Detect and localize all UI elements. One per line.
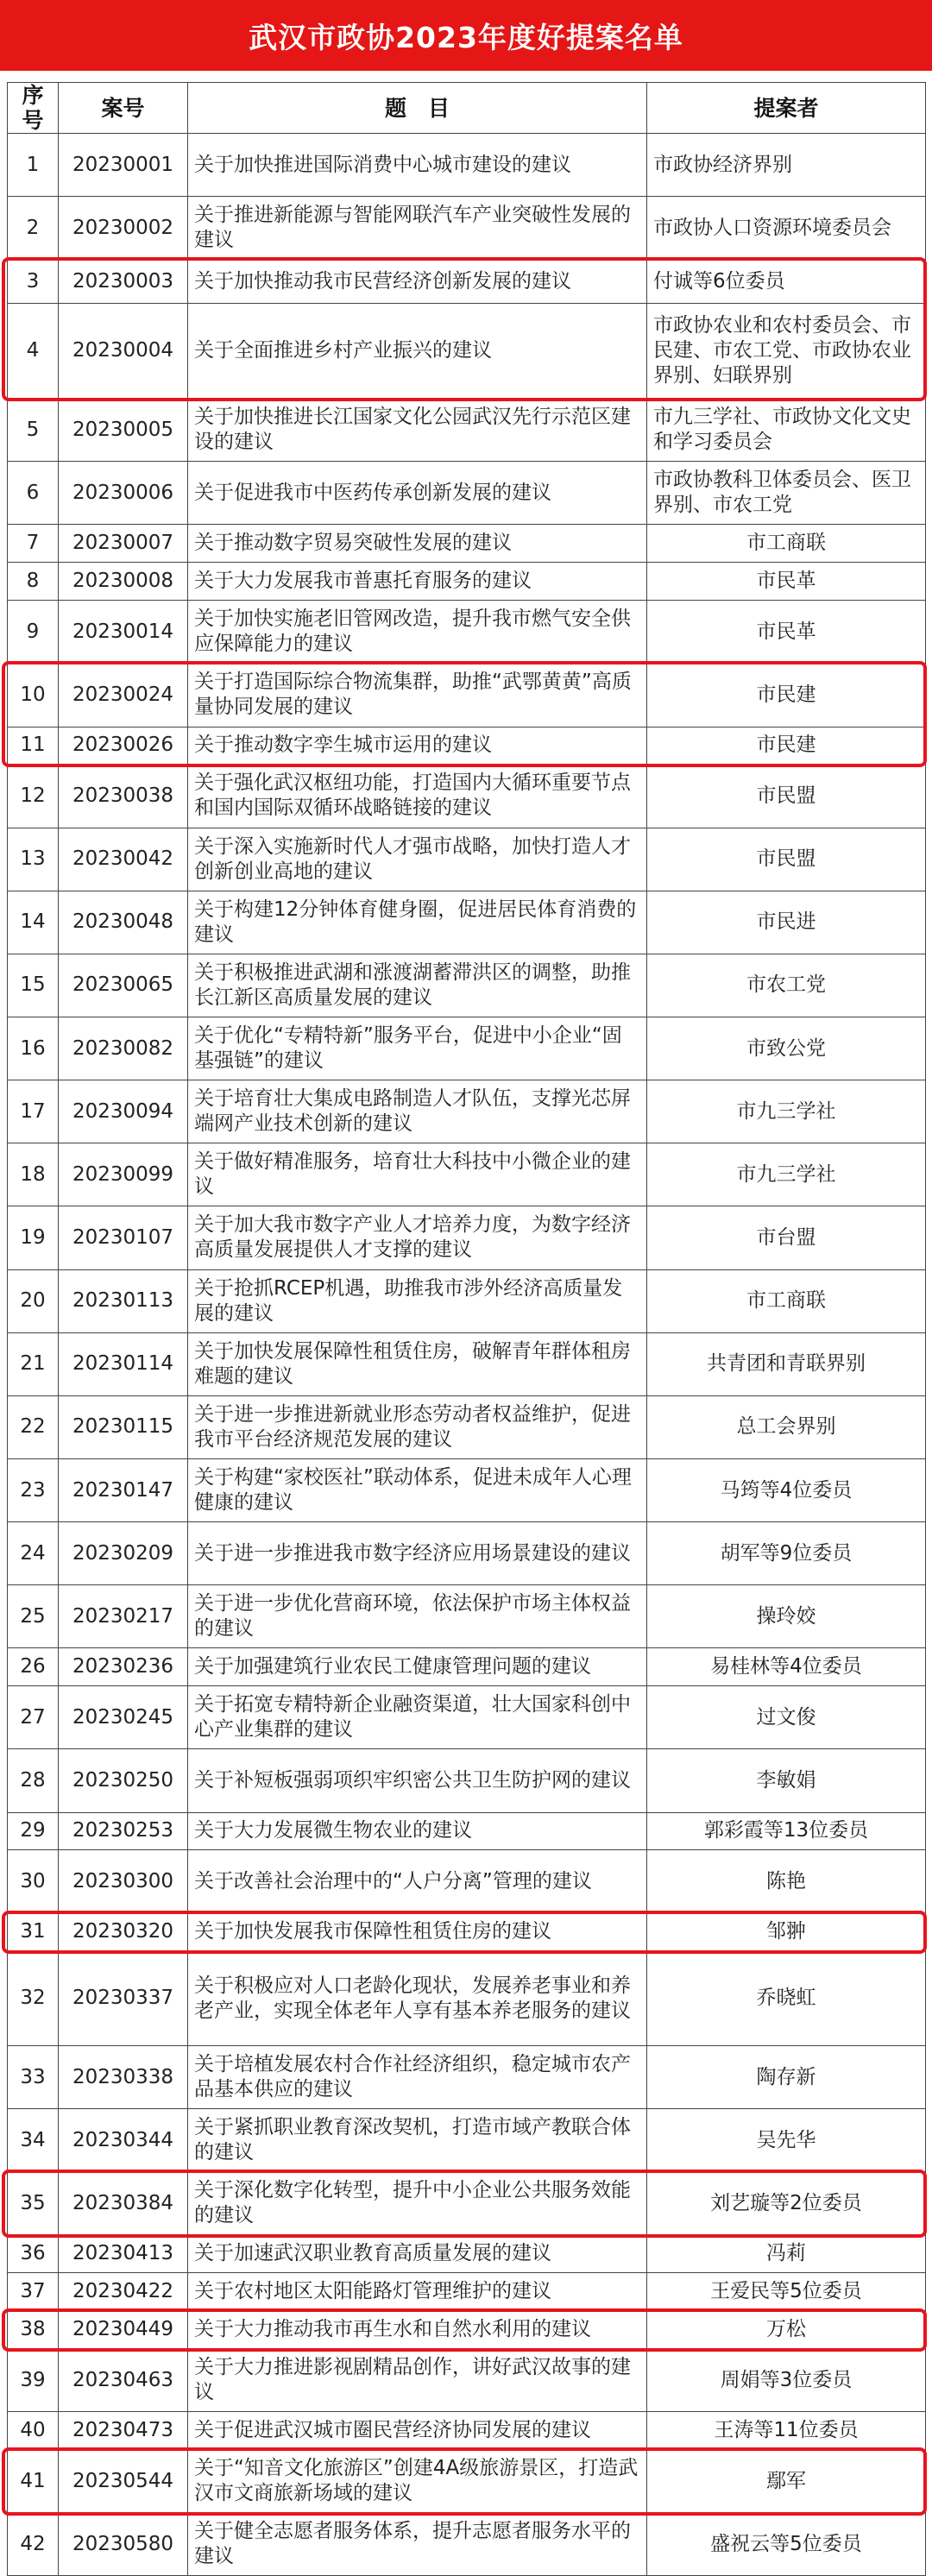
case-number: 20230115 xyxy=(59,1395,188,1458)
table-row xyxy=(8,399,926,462)
row-number: 25 xyxy=(8,1585,59,1648)
case-number: 20230147 xyxy=(59,1458,188,1521)
table-row xyxy=(8,1686,926,1749)
row-number: 26 xyxy=(8,1648,59,1686)
proposal-title: 关于大力推动我市再生水和自然水利用的建议 xyxy=(188,2311,647,2349)
row-number: 15 xyxy=(8,954,59,1017)
row-number: 14 xyxy=(8,891,59,954)
row-number: 13 xyxy=(8,828,59,891)
proposal-title: 关于促进武汉城市圈民营经济协同发展的建议 xyxy=(188,2412,647,2450)
table-row xyxy=(8,1749,926,1812)
proposal-title: 关于全面推进乡村产业振兴的建议 xyxy=(188,304,647,399)
row-number: 33 xyxy=(8,2046,59,2109)
proposer: 市民革 xyxy=(647,601,926,664)
case-number: 20230107 xyxy=(59,1206,188,1269)
row-number: 17 xyxy=(8,1080,59,1143)
case-number: 20230114 xyxy=(59,1332,188,1395)
proposal-title: 关于紧抓职业教育深改契机，打造市域产教联合体的建议 xyxy=(188,2109,647,2172)
case-number: 20230384 xyxy=(59,2172,188,2235)
proposal-title: 关于构建12分钟体育健身圈，促进居民体育消费的建议 xyxy=(188,891,647,954)
proposer: 总工会界别 xyxy=(647,1395,926,1458)
proposal-title: 关于深化数字化转型，提升中小企业公共服务效能的建议 xyxy=(188,2172,647,2235)
row-number: 40 xyxy=(8,2412,59,2450)
table-row xyxy=(8,1269,926,1332)
row-number: 32 xyxy=(8,1951,59,2046)
row-number: 20 xyxy=(8,1269,59,1332)
case-number: 20230209 xyxy=(59,1522,188,1585)
case-number: 20230544 xyxy=(59,2450,188,2513)
case-number: 20230004 xyxy=(59,304,188,399)
table-row xyxy=(8,2412,926,2450)
case-number: 20230024 xyxy=(59,664,188,727)
proposal-title: 关于健全志愿者服务体系，提升志愿者服务水平的建议 xyxy=(188,2513,647,2576)
page-title: 武汉市政协2023年度好提案名单 xyxy=(0,0,932,71)
table-row xyxy=(8,828,926,891)
proposal-title: 关于大力发展微生物农业的建议 xyxy=(188,1812,647,1850)
proposer: 市工商联 xyxy=(647,1269,926,1332)
proposal-title: 关于加快推动我市民营经济创新发展的建议 xyxy=(188,260,647,304)
row-number: 27 xyxy=(8,1686,59,1749)
table-row xyxy=(8,954,926,1017)
proposer: 市民建 xyxy=(647,727,926,765)
proposer: 周娟等3位委员 xyxy=(647,2349,926,2412)
case-number: 20230320 xyxy=(59,1913,188,1951)
proposer: 市台盟 xyxy=(647,1206,926,1269)
proposal-title: 关于加大我市数字产业人才培养力度，为数字经济高质量发展提供人才支撑的建议 xyxy=(188,1206,647,1269)
table-row xyxy=(8,2450,926,2513)
proposer: 王爱民等5位委员 xyxy=(647,2273,926,2311)
proposal-title: 关于强化武汉枢纽功能，打造国内大循环重要节点和国内国际双循环战略链接的建议 xyxy=(188,765,647,828)
case-number: 20230014 xyxy=(59,601,188,664)
case-number: 20230006 xyxy=(59,462,188,525)
case-number: 20230473 xyxy=(59,2412,188,2450)
row-number: 8 xyxy=(8,563,59,601)
proposal-title: 关于进一步推进我市数字经济应用场景建设的建议 xyxy=(188,1522,647,1585)
proposer: 市民革 xyxy=(647,563,926,601)
row-number: 6 xyxy=(8,462,59,525)
table-row xyxy=(8,2513,926,2576)
case-number: 20230001 xyxy=(59,134,188,197)
table-row xyxy=(8,304,926,399)
case-number: 20230337 xyxy=(59,1951,188,2046)
proposal-title: 关于积极推进武湖和涨渡湖蓄滞洪区的调整，助推长江新区高质量发展的建议 xyxy=(188,954,647,1017)
row-number: 30 xyxy=(8,1850,59,1913)
table-row xyxy=(8,2109,926,2172)
table-row xyxy=(8,563,926,601)
proposal-title: 关于培育壮大集成电路制造人才队伍，支撑光芯屏端网产业技术创新的建议 xyxy=(188,1080,647,1143)
row-number: 42 xyxy=(8,2513,59,2576)
proposal-title: 关于深入实施新时代人才强市战略，加快打造人才创新创业高地的建议 xyxy=(188,828,647,891)
proposal-title: 关于大力推进影视剧精品创作，讲好武汉故事的建议 xyxy=(188,2349,647,2412)
proposer: 过文俊 xyxy=(647,1686,926,1749)
proposal-title: 关于抢抓RCEP机遇，助推我市涉外经济高质量发展的建议 xyxy=(188,1269,647,1332)
table-row xyxy=(8,1522,926,1585)
case-number: 20230253 xyxy=(59,1812,188,1850)
case-number: 20230300 xyxy=(59,1850,188,1913)
proposal-title: 关于“知音文化旅游区”创建4A级旅游景区，打造武汉市文商旅新场域的建议 xyxy=(188,2450,647,2513)
table-row xyxy=(8,1332,926,1395)
table-row xyxy=(8,525,926,563)
row-number: 37 xyxy=(8,2273,59,2311)
table-row xyxy=(8,1913,926,1951)
proposer: 邹翀 xyxy=(647,1913,926,1951)
table-row xyxy=(8,1143,926,1206)
row-number: 10 xyxy=(8,664,59,727)
table-row xyxy=(8,1648,926,1686)
table-row xyxy=(8,891,926,954)
header-title: 题 目 xyxy=(188,83,647,134)
row-number: 28 xyxy=(8,1749,59,1812)
row-number: 41 xyxy=(8,2450,59,2513)
proposer: 市工商联 xyxy=(647,525,926,563)
proposal-title: 关于推动数字孪生城市运用的建议 xyxy=(188,727,647,765)
proposal-title: 关于进一步推进新就业形态劳动者权益维护，促进我市平台经济规范发展的建议 xyxy=(188,1395,647,1458)
table-row xyxy=(8,462,926,525)
table-row xyxy=(8,1080,926,1143)
row-number: 19 xyxy=(8,1206,59,1269)
table-row xyxy=(8,2172,926,2235)
table-row xyxy=(8,2046,926,2109)
table-header-row xyxy=(8,83,926,134)
table-row xyxy=(8,1812,926,1850)
row-number: 34 xyxy=(8,2109,59,2172)
proposal-title: 关于加速武汉职业教育高质量发展的建议 xyxy=(188,2235,647,2273)
proposer: 李敏娟 xyxy=(647,1749,926,1812)
proposal-title: 关于农村地区太阳能路灯管理维护的建议 xyxy=(188,2273,647,2311)
row-number: 22 xyxy=(8,1395,59,1458)
row-number: 29 xyxy=(8,1812,59,1850)
case-number: 20230042 xyxy=(59,828,188,891)
proposal-title: 关于加快发展保障性租赁住房，破解青年群体租房难题的建议 xyxy=(188,1332,647,1395)
case-number: 20230413 xyxy=(59,2235,188,2273)
row-number: 4 xyxy=(8,304,59,399)
table-row xyxy=(8,727,926,765)
case-number: 20230099 xyxy=(59,1143,188,1206)
proposer: 市民盟 xyxy=(647,765,926,828)
proposal-title: 关于优化“专精特新”服务平台，促进中小企业“固基强链”的建议 xyxy=(188,1017,647,1080)
row-number: 39 xyxy=(8,2349,59,2412)
case-number: 20230113 xyxy=(59,1269,188,1332)
case-number: 20230217 xyxy=(59,1585,188,1648)
case-number: 20230422 xyxy=(59,2273,188,2311)
table-row xyxy=(8,1017,926,1080)
row-number: 18 xyxy=(8,1143,59,1206)
table-row xyxy=(8,664,926,727)
proposer: 易桂林等4位委员 xyxy=(647,1648,926,1686)
proposal-title: 关于进一步优化营商环境，依法保护市场主体权益的建议 xyxy=(188,1585,647,1648)
proposer: 冯莉 xyxy=(647,2235,926,2273)
table-row xyxy=(8,197,926,260)
header-no: 序号 xyxy=(8,83,59,134)
proposer: 胡军等9位委员 xyxy=(647,1522,926,1585)
proposer: 吴先华 xyxy=(647,2109,926,2172)
proposer: 万松 xyxy=(647,2311,926,2349)
proposer: 市政协农业和农村委员会、市民建、市农工党、市政协农业界别、妇联界别 xyxy=(647,304,926,399)
proposer: 陶存新 xyxy=(647,2046,926,2109)
header-proposer: 提案者 xyxy=(647,83,926,134)
proposal-title: 关于加快推进长江国家文化公园武汉先行示范区建设的建议 xyxy=(188,399,647,462)
proposer: 共青团和青联界别 xyxy=(647,1332,926,1395)
row-number: 9 xyxy=(8,601,59,664)
proposal-title: 关于推动数字贸易突破性发展的建议 xyxy=(188,525,647,563)
header-id: 案号 xyxy=(59,83,188,134)
table-row xyxy=(8,601,926,664)
row-number: 35 xyxy=(8,2172,59,2235)
row-number: 24 xyxy=(8,1522,59,1585)
proposal-title: 关于加快推进国际消费中心城市建设的建议 xyxy=(188,134,647,197)
proposer: 市九三学社 xyxy=(647,1080,926,1143)
proposer: 市九三学社 xyxy=(647,1143,926,1206)
case-number: 20230236 xyxy=(59,1648,188,1686)
case-number: 20230463 xyxy=(59,2349,188,2412)
row-number: 31 xyxy=(8,1913,59,1951)
table-row xyxy=(8,2235,926,2273)
row-number: 5 xyxy=(8,399,59,462)
table-row xyxy=(8,260,926,304)
case-number: 20230245 xyxy=(59,1686,188,1749)
table-row xyxy=(8,134,926,197)
proposer: 付诚等6位委员 xyxy=(647,260,926,304)
proposer: 马筠等4位委员 xyxy=(647,1458,926,1521)
row-number: 2 xyxy=(8,197,59,260)
row-number: 38 xyxy=(8,2311,59,2349)
row-number: 16 xyxy=(8,1017,59,1080)
table-row xyxy=(8,2273,926,2311)
case-number: 20230065 xyxy=(59,954,188,1017)
case-number: 20230048 xyxy=(59,891,188,954)
proposer: 郭彩霞等13位委员 xyxy=(647,1812,926,1850)
row-number: 11 xyxy=(8,727,59,765)
proposal-title: 关于做好精准服务，培育壮大科技中小微企业的建议 xyxy=(188,1143,647,1206)
row-number: 7 xyxy=(8,525,59,563)
proposer: 市民盟 xyxy=(647,828,926,891)
proposal-table xyxy=(7,82,926,2576)
proposal-title: 关于打造国际综合物流集群，助推“武鄂黄黄”高质量协同发展的建议 xyxy=(188,664,647,727)
proposer: 操玲姣 xyxy=(647,1585,926,1648)
case-number: 20230338 xyxy=(59,2046,188,2109)
case-number: 20230082 xyxy=(59,1017,188,1080)
proposal-title: 关于加快实施老旧管网改造，提升我市燃气安全供应保障能力的建议 xyxy=(188,601,647,664)
row-number: 3 xyxy=(8,260,59,304)
row-number: 36 xyxy=(8,2235,59,2273)
proposal-title: 关于构建“家校医社”联动体系，促进未成年人心理健康的建议 xyxy=(188,1458,647,1521)
proposal-title: 关于大力发展我市普惠托育服务的建议 xyxy=(188,563,647,601)
case-number: 20230002 xyxy=(59,197,188,260)
proposal-title: 关于推进新能源与智能网联汽车产业突破性发展的建议 xyxy=(188,197,647,260)
row-number: 21 xyxy=(8,1332,59,1395)
proposer: 盛祝云等5位委员 xyxy=(647,2513,926,2576)
case-number: 20230250 xyxy=(59,1749,188,1812)
row-number: 1 xyxy=(8,134,59,197)
case-number: 20230094 xyxy=(59,1080,188,1143)
table-row xyxy=(8,765,926,828)
table-row xyxy=(8,1206,926,1269)
proposal-title: 关于加强建筑行业农民工健康管理问题的建议 xyxy=(188,1648,647,1686)
proposer: 市民建 xyxy=(647,664,926,727)
case-number: 20230038 xyxy=(59,765,188,828)
table-row xyxy=(8,1395,926,1458)
row-number: 12 xyxy=(8,765,59,828)
proposer: 乔晓虹 xyxy=(647,1951,926,2046)
proposal-title: 关于培植发展农村合作社经济组织，稳定城市农产品基本供应的建议 xyxy=(188,2046,647,2109)
proposer: 市民进 xyxy=(647,891,926,954)
case-number: 20230449 xyxy=(59,2311,188,2349)
table-row xyxy=(8,1951,926,2046)
table-row xyxy=(8,2311,926,2349)
proposer: 市政协教科卫体委员会、医卫界别、市农工党 xyxy=(647,462,926,525)
proposer: 王涛等11位委员 xyxy=(647,2412,926,2450)
proposer: 市政协经济界别 xyxy=(647,134,926,197)
table-row xyxy=(8,1585,926,1648)
proposer: 市政协人口资源环境委员会 xyxy=(647,197,926,260)
proposal-title: 关于补短板强弱项织牢织密公共卫生防护网的建议 xyxy=(188,1749,647,1812)
case-number: 20230003 xyxy=(59,260,188,304)
case-number: 20230008 xyxy=(59,563,188,601)
table-row xyxy=(8,1458,926,1521)
proposal-title: 关于改善社会治理中的“人户分离”管理的建议 xyxy=(188,1850,647,1913)
case-number: 20230344 xyxy=(59,2109,188,2172)
table-row xyxy=(8,2349,926,2412)
case-number: 20230580 xyxy=(59,2513,188,2576)
proposal-title: 关于促进我市中医药传承创新发展的建议 xyxy=(188,462,647,525)
proposer: 市九三学社、市政协文化文史和学习委员会 xyxy=(647,399,926,462)
proposer: 陈艳 xyxy=(647,1850,926,1913)
table-row xyxy=(8,1850,926,1913)
proposer: 市农工党 xyxy=(647,954,926,1017)
case-number: 20230007 xyxy=(59,525,188,563)
case-number: 20230026 xyxy=(59,727,188,765)
row-number: 23 xyxy=(8,1458,59,1521)
proposal-title: 关于加快发展我市保障性租赁住房的建议 xyxy=(188,1913,647,1951)
proposal-title: 关于积极应对人口老龄化现状，发展养老事业和养老产业，实现全体老年人享有基本养老服务的建议 xyxy=(188,1951,647,2046)
case-number: 20230005 xyxy=(59,399,188,462)
proposer: 市致公党 xyxy=(647,1017,926,1080)
proposal-title: 关于拓宽专精特新企业融资渠道，壮大国家科创中心产业集群的建议 xyxy=(188,1686,647,1749)
proposer: 刘艺璇等2位委员 xyxy=(647,2172,926,2235)
proposer: 鄢军 xyxy=(647,2450,926,2513)
